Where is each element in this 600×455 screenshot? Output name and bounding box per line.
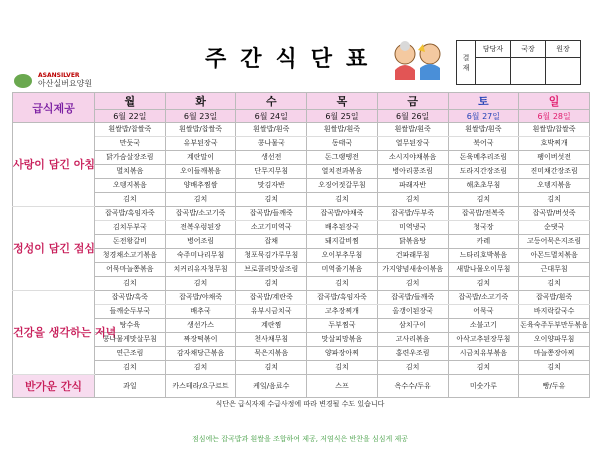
menu-item: 김치: [165, 277, 236, 291]
page-title: 주간식단표: [205, 47, 382, 72]
menu-item: 김치: [448, 277, 519, 291]
menu-item: 유부시금치국: [236, 305, 307, 319]
snack-item: 옥수수/두유: [377, 375, 448, 398]
menu-item: 새발나물오이무침: [448, 263, 519, 277]
menu-row: [13, 291, 590, 305]
menu-item: 돈육메추리조림: [448, 151, 519, 165]
day-header-row: [13, 93, 590, 110]
menu-item: 계란찜: [236, 319, 307, 333]
weekly-menu-table: [12, 92, 590, 398]
menu-item: 오이부추무침: [307, 249, 378, 263]
snack-item: 과일: [95, 375, 166, 398]
menu-item: 김치: [519, 361, 590, 375]
menu-item: 아삭고추된장무침: [448, 333, 519, 347]
day-name: 월: [95, 93, 166, 110]
menu-item: 오뎅지볶음: [519, 179, 590, 193]
meal-label: 건강을 생각하는 저녁: [13, 291, 95, 375]
logo-facility-name: 아산실버요양원: [38, 79, 93, 88]
menu-item: 김치: [519, 277, 590, 291]
menu-item: 건파래무침: [377, 249, 448, 263]
menu-item: 어묵마늘쫑볶음: [95, 263, 166, 277]
menu-item: 잡곡밥/야채죽: [307, 207, 378, 221]
menu-row: [13, 263, 590, 277]
approval-sign-staff: [476, 58, 511, 85]
menu-row: [13, 277, 590, 291]
menu-item: 올갱이된장국: [377, 305, 448, 319]
approval-sign-director: [511, 58, 546, 85]
menu-item: 돼지갈비찜: [307, 235, 378, 249]
menu-item: 들깨순두부국: [95, 305, 166, 319]
snack-item: 스프: [307, 375, 378, 398]
menu-item: 김치: [448, 361, 519, 375]
menu-item: 감자채당근볶음: [165, 347, 236, 361]
day-name: 금: [377, 93, 448, 110]
menu-item: 잡곡밥/흑죽: [95, 291, 166, 305]
menu-item: 연근조림: [95, 347, 166, 361]
meal-label: 사랑이 담긴 아침: [13, 123, 95, 207]
menu-item: 배추된장국: [307, 221, 378, 235]
snack-item: 케잌/음료수: [236, 375, 307, 398]
approval-sign-head: [546, 58, 581, 85]
menu-item: 가지양념새송이볶음: [377, 263, 448, 277]
snack-item: 카스테라/요구르트: [165, 375, 236, 398]
menu-item: 맛김자반: [236, 179, 307, 193]
day-date: 6월 25일: [307, 110, 378, 123]
menu-item: 김치: [236, 277, 307, 291]
menu-item: 김치: [165, 361, 236, 375]
menu-item: 카레: [448, 235, 519, 249]
approval-role-director: 국장: [511, 41, 546, 58]
menu-item: 해초초무침: [448, 179, 519, 193]
snack-item: 빵/두유: [519, 375, 590, 398]
menu-row: [13, 165, 590, 179]
menu-row: [13, 249, 590, 263]
menu-item: 잡곡밥/두부죽: [377, 207, 448, 221]
menu-item: 북어국: [448, 137, 519, 151]
menu-item: 천사채무침: [236, 333, 307, 347]
date-header-row: [13, 110, 590, 123]
menu-item: 미역줄기볶음: [307, 263, 378, 277]
menu-item: 동태국: [307, 137, 378, 151]
menu-item: 순댓국: [519, 221, 590, 235]
approval-box: [456, 40, 581, 85]
approval-role-staff: 담당자: [476, 41, 511, 58]
menu-item: 콩나물국: [236, 137, 307, 151]
menu-item: 잡곡밥/계란죽: [236, 291, 307, 305]
menu-item: 김치: [236, 361, 307, 375]
menu-item: 양파장아찌: [307, 347, 378, 361]
menu-item: 청국장: [448, 221, 519, 235]
menu-item: 잡곡밥/소고기죽: [165, 207, 236, 221]
menu-item: 잡곡밥/흑임자죽: [95, 207, 166, 221]
menu-item: 전복우렁된장: [165, 221, 236, 235]
menu-item: 계란말이: [165, 151, 236, 165]
menu-item: 생선가스: [165, 319, 236, 333]
day-date: 6월 26일: [377, 110, 448, 123]
menu-item: 잡곡밥/소고기죽: [448, 291, 519, 305]
menu-item: 소고기미역국: [236, 221, 307, 235]
menu-item: 흰쌀밥/흰죽: [307, 123, 378, 137]
menu-item: 탕수육: [95, 319, 166, 333]
menu-row: [13, 305, 590, 319]
snack-row: [13, 375, 590, 398]
menu-item: 청경채소고기볶음: [95, 249, 166, 263]
menu-item: 고사리볶음: [377, 333, 448, 347]
grandparents-illustration-icon: [388, 38, 448, 82]
menu-item: 오이양파무침: [519, 333, 590, 347]
day-name: 목: [307, 93, 378, 110]
menu-item: 호박찌개: [519, 137, 590, 151]
day-date: 6월 24일: [236, 110, 307, 123]
day-date: 6월 23일: [165, 110, 236, 123]
menu-item: 짜장떡볶이: [165, 333, 236, 347]
menu-item: 고추장찌개: [307, 305, 378, 319]
menu-row: [13, 137, 590, 151]
menu-item: 생선전: [236, 151, 307, 165]
menu-item: 유부된장국: [165, 137, 236, 151]
menu-item: 콩나물게맛살무침: [95, 333, 166, 347]
menu-item: 돈육숙주두부만두볶음: [519, 319, 590, 333]
menu-item: 닭가슴살장조림: [95, 151, 166, 165]
menu-item: 숙주미나리무침: [165, 249, 236, 263]
logo-mark-icon: [14, 74, 32, 88]
menu-item: 돈그랭땡전: [307, 151, 378, 165]
menu-item: 잡곡밥/전복죽: [448, 207, 519, 221]
menu-item: 김치: [95, 277, 166, 291]
facility-logo: [14, 72, 144, 90]
menu-item: 오징어젓갈무침: [307, 179, 378, 193]
menu-item: 김치: [307, 361, 378, 375]
menu-row: [13, 123, 590, 137]
menu-row: [13, 235, 590, 249]
menu-item: 잡곡밥/야채죽: [165, 291, 236, 305]
menu-item: 오이들깨볶음: [165, 165, 236, 179]
menu-item: 미역냉국: [377, 221, 448, 235]
menu-row: [13, 207, 590, 221]
menu-item: 병아리콩조림: [377, 165, 448, 179]
menu-item: 흰쌀밥/찹쌀죽: [95, 123, 166, 137]
menu-item: 김치: [377, 193, 448, 207]
menu-item: 맛살피망볶음: [307, 333, 378, 347]
menu-item: 흰쌀밥/흰죽: [236, 123, 307, 137]
day-name: 화: [165, 93, 236, 110]
menu-item: 김치: [95, 193, 166, 207]
menu-item: 흰쌀밥/흰죽: [377, 123, 448, 137]
menu-item: 김치두부국: [95, 221, 166, 235]
menu-item: 김치: [307, 193, 378, 207]
meal-label: 정성이 담긴 점심: [13, 207, 95, 291]
day-date: 6월 28일: [519, 110, 590, 123]
menu-item: 돈전왕갈비: [95, 235, 166, 249]
menu-item: 병어조림: [165, 235, 236, 249]
menu-row: [13, 179, 590, 193]
snack-item: 미숫가루: [448, 375, 519, 398]
menu-item: 잡곡밥/들깨죽: [377, 291, 448, 305]
menu-row: [13, 347, 590, 361]
menu-item: 오뎅지볶음: [95, 179, 166, 193]
logo-english-text: ASANSILVER: [38, 72, 80, 79]
menu-item: 느타리호박볶음: [448, 249, 519, 263]
menu-item: 두부찜국: [307, 319, 378, 333]
menu-item: 브로콜리맛살조림: [236, 263, 307, 277]
menu-row: [13, 151, 590, 165]
menu-item: 김치: [95, 361, 166, 375]
menu-item: 소불고기: [448, 319, 519, 333]
menu-item: 잡곡밥/버섯죽: [519, 207, 590, 221]
menu-item: 김치: [377, 277, 448, 291]
menu-row: [13, 193, 590, 207]
menu-item: 김치: [307, 277, 378, 291]
menu-item: 양배추찜쌈: [165, 179, 236, 193]
menu-item: 흰쌀밥/찹쌀죽: [165, 123, 236, 137]
menu-item: 열치전과볶음: [307, 165, 378, 179]
menu-item: 김치: [236, 193, 307, 207]
menu-item: 흰쌀밥/흰죽: [448, 123, 519, 137]
menu-item: 잡곡밥/흑임자죽: [307, 291, 378, 305]
corner-label: 급식제공: [13, 93, 95, 123]
menu-item: 팽이버섯전: [519, 151, 590, 165]
notice-text: 식단은 급식자재 수급사정에 따라 변경될 수도 있습니다: [215, 400, 385, 408]
menu-item: 근대무침: [519, 263, 590, 277]
day-name: 토: [448, 93, 519, 110]
menu-row: [13, 221, 590, 235]
menu-item: 김치: [519, 193, 590, 207]
day-name: 수: [236, 93, 307, 110]
menu-item: 고등어묵은지조림: [519, 235, 590, 249]
menu-item: 잡곡밥/들깨죽: [236, 207, 307, 221]
menu-item: 잡채: [236, 235, 307, 249]
menu-item: 단무지무침: [236, 165, 307, 179]
menu-item: 마늘쫑장아찌: [519, 347, 590, 361]
menu-item: 삼치구이: [377, 319, 448, 333]
menu-item: 파래자반: [377, 179, 448, 193]
footer-note: 점심에는 잡곡밥과 흰쌀을 조합하여 제공, 저염식은 반찬을 심심게 제공: [191, 435, 409, 443]
menu-item: 만둣국: [95, 137, 166, 151]
menu-item: 열무된장국: [377, 137, 448, 151]
menu-item: 흰쌀밥/찹쌀죽: [519, 123, 590, 137]
menu-item: 바지락칼국수: [519, 305, 590, 319]
menu-item: 김치: [165, 193, 236, 207]
menu-item: 진미채간장조림: [519, 165, 590, 179]
menu-item: 홍련우조림: [377, 347, 448, 361]
day-date: 6월 22일: [95, 110, 166, 123]
menu-row: [13, 361, 590, 375]
menu-item: 청포묵김가루무침: [236, 249, 307, 263]
menu-item: 배추국: [165, 305, 236, 319]
menu-item: 소시지야채볶음: [377, 151, 448, 165]
menu-item: 잡곡밥/흰죽: [519, 291, 590, 305]
menu-item: 닭볶음탕: [377, 235, 448, 249]
menu-item: 김치: [377, 361, 448, 375]
menu-item: 김치: [448, 193, 519, 207]
menu-item: 아몬드멸치볶음: [519, 249, 590, 263]
day-name: 일: [519, 93, 590, 110]
menu-item: 멸치볶음: [95, 165, 166, 179]
approval-role-head: 원장: [546, 41, 581, 58]
menu-item: 시금치유부볶음: [448, 347, 519, 361]
menu-item: 도라지간장조림: [448, 165, 519, 179]
approval-label: 결재: [457, 41, 476, 85]
menu-item: 어묵국: [448, 305, 519, 319]
menu-item: 묵은지볶음: [236, 347, 307, 361]
menu-item: 치커리유자청무침: [165, 263, 236, 277]
snack-label: 반가운 간식: [13, 375, 95, 398]
day-date: 6월 27일: [448, 110, 519, 123]
